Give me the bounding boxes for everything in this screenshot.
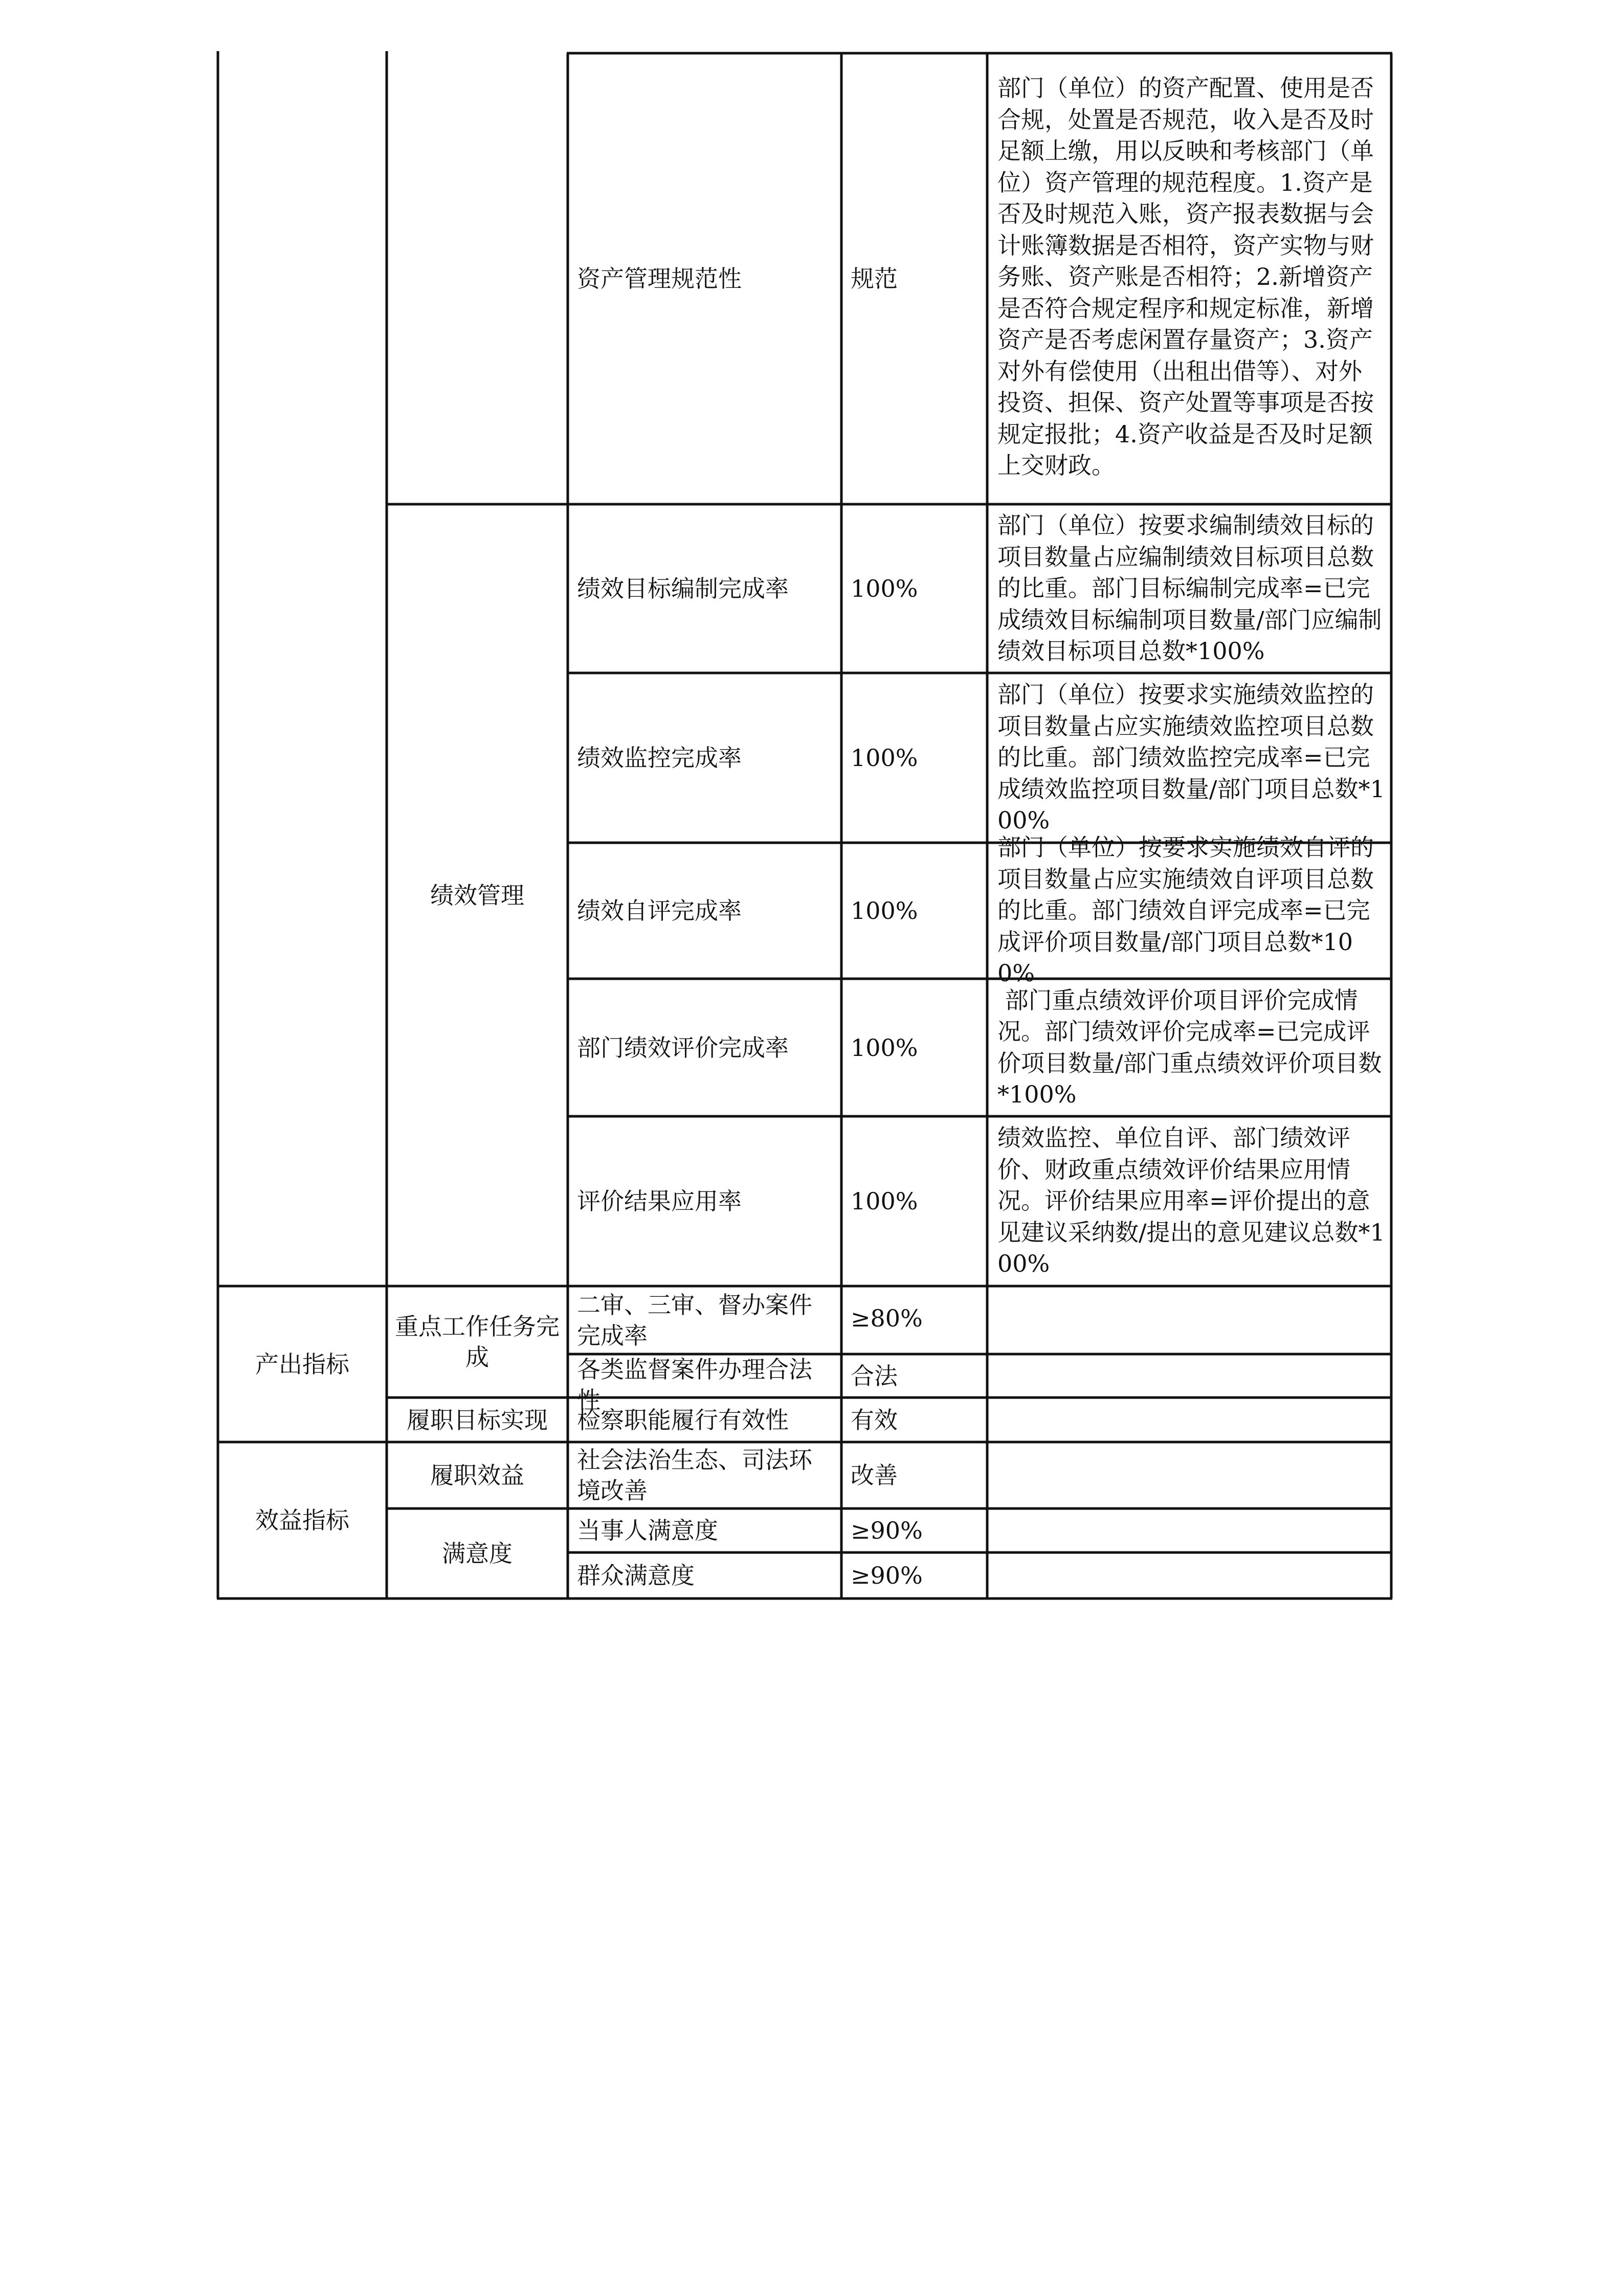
performance-row-4-description: 部门重点绩效评价项目评价完成情况。部门绩效评价完成率=已完成评价项目数量/部门重点绩效评价项目数*100%	[997, 986, 1382, 1108]
asset-indicator: 资产管理规范性	[577, 265, 742, 292]
performance-row-3-description-cell	[988, 834, 1390, 987]
performance-row-3-value-cell	[842, 844, 986, 978]
benefit-row-2-indicator: 当事人满意度	[577, 1517, 718, 1544]
benefit-row-3-value: ≥90%	[851, 1562, 923, 1589]
performance-row-5-indicator-cell	[569, 1117, 840, 1285]
performance-row-4-indicator: 部门绩效评价完成率	[577, 1033, 789, 1062]
output-row-1-indicator-cell	[569, 1287, 840, 1353]
key-tasks-label: 重点工作任务完成	[395, 1313, 560, 1371]
output-row-2-value: 合法	[851, 1362, 898, 1390]
performance-row-2-description-cell	[988, 674, 1390, 842]
benefit-row-1-indicator: 社会法治生态、司法环境改善	[577, 1446, 812, 1504]
benefit-row-1-description-cell	[988, 1443, 1390, 1507]
satisfaction-label: 满意度	[442, 1540, 513, 1567]
asset-value: 规范	[851, 265, 898, 292]
benefit-row-3-indicator-cell	[569, 1554, 840, 1597]
performance-row-1-description: 部门（单位）按要求编制绩效目标的项目数量占应编制绩效目标项目总数的比重。部门目标编制完成率=已完成绩效目标编制项目数量/部门应编制绩效目标项目总数*100%	[997, 511, 1382, 665]
benefit-row-2-indicator-cell	[569, 1510, 840, 1551]
duty-benefit-cell	[388, 1443, 567, 1507]
duty-target-cell	[388, 1399, 567, 1441]
performance-row-5-indicator: 评价结果应用率	[577, 1187, 742, 1215]
performance-row-3-indicator-cell	[569, 844, 840, 978]
asset-indicator-cell	[569, 54, 840, 503]
performance-row-4-value: 100%	[851, 1033, 918, 1062]
performance-row-5-value-cell	[842, 1117, 986, 1285]
performance-row-5-value: 100%	[851, 1187, 918, 1215]
performance-row-4-value-cell	[842, 980, 986, 1115]
performance-row-2-value-cell	[842, 674, 986, 842]
benefit-category-label: 效益指标	[255, 1506, 349, 1534]
output-row-3-value: 有效	[851, 1406, 898, 1434]
output-row-3-description-cell	[988, 1399, 1390, 1441]
output-row-1-value-cell	[842, 1303, 986, 1339]
benefit-row-2-description-cell	[988, 1510, 1390, 1551]
performance-row-3-description: 部门（单位）按要求实施绩效自评的项目数量占应实施绩效自评项目总数的比重。部门绩效自评完成率=已完成评价项目数量/部门项目总数*100%	[997, 834, 1374, 987]
benefit-row-1-indicator-cell	[569, 1443, 840, 1507]
asset-value-cell	[842, 54, 986, 503]
benefit-row-3-description-cell	[988, 1554, 1390, 1597]
benefit-row-3-indicator: 群众满意度	[577, 1562, 695, 1589]
performance-row-5-description: 绩效监控、单位自评、部门绩效评价、财政重点绩效评价结果应用情况。评价结果应用率=评价提出的意见建议采纳数/提出的意见建议总数*100%	[997, 1124, 1385, 1278]
performance-group-label: 绩效管理	[430, 881, 524, 909]
performance-row-2-indicator-cell	[569, 674, 840, 842]
output-category-cell	[219, 1287, 386, 1441]
output-row-1-description-cell	[988, 1287, 1390, 1353]
performance-row-1-value: 100%	[851, 575, 918, 602]
performance-row-1-indicator: 绩效目标编制完成率	[577, 575, 789, 602]
performance-row-2-indicator: 绩效监控完成率	[577, 744, 742, 772]
benefit-row-2-value-cell	[842, 1510, 986, 1551]
duty-benefit-label: 履职效益	[430, 1461, 524, 1489]
output-row-2-indicator-cell	[569, 1355, 840, 1414]
output-row-1-indicator: 二审、三审、督办案件完成率	[577, 1291, 812, 1349]
output-row-3-indicator: 检察职能履行有效性	[577, 1406, 789, 1434]
performance-row-4-indicator-cell	[569, 980, 840, 1115]
benefit-row-1-value: 改善	[851, 1461, 898, 1489]
output-row-1-value: ≥80%	[851, 1304, 923, 1332]
output-row-3-value-cell	[842, 1399, 986, 1441]
benefit-category-cell	[219, 1443, 386, 1597]
duty-target-label: 履职目标实现	[407, 1406, 548, 1434]
performance-row-4-description-cell	[988, 980, 1390, 1115]
performance-row-2-description: 部门（单位）按要求实施绩效监控的项目数量占应实施绩效监控项目总数的比重。部门绩效监控完成率=已完成绩效监控项目数量/部门项目总数*100%	[997, 681, 1385, 835]
asset-description: 部门（单位）的资产配置、使用是否合规，处置是否规范，收入是否及时足额上缴，用以反映和考核部门（单位）资产管理的规范程度。1.资产是否及时规范入账，资产报表数据与会计账簿数据是否相符，资产实物与财务账、资产账是否相符；2.新增资产是否符合规定程序和规定标准，新增资产是否考虑闲置存量资产；3.资产对外有偿使用（出租出借等）、对外投资、担保、资产处置等事项是否按规定报批；4.资产收益是否及时足额上交财政。	[997, 74, 1374, 479]
output-row-3-indicator-cell	[569, 1399, 840, 1441]
performance-row-3-value: 100%	[851, 897, 918, 925]
performance-row-5-description-cell	[988, 1117, 1390, 1285]
output-row-2-value-cell	[842, 1355, 986, 1397]
performance-row-1-indicator-cell	[569, 505, 840, 672]
benefit-row-3-value-cell	[842, 1554, 986, 1597]
key-tasks-cell	[388, 1287, 567, 1397]
output-category-label: 产出指标	[255, 1350, 349, 1378]
performance-row-2-value: 100%	[851, 744, 918, 772]
performance-group-cell	[388, 505, 567, 1285]
performance-row-3-indicator: 绩效自评完成率	[577, 897, 742, 925]
benefit-row-1-value-cell	[842, 1443, 986, 1507]
output-row-2-description-cell	[988, 1355, 1390, 1397]
output-row-2-indicator: 各类监督案件办理合法性	[577, 1356, 812, 1414]
performance-row-1-description-cell	[988, 505, 1390, 672]
performance-row-1-value-cell	[842, 505, 986, 672]
benefit-row-2-value: ≥90%	[851, 1517, 923, 1544]
satisfaction-cell	[388, 1510, 567, 1597]
